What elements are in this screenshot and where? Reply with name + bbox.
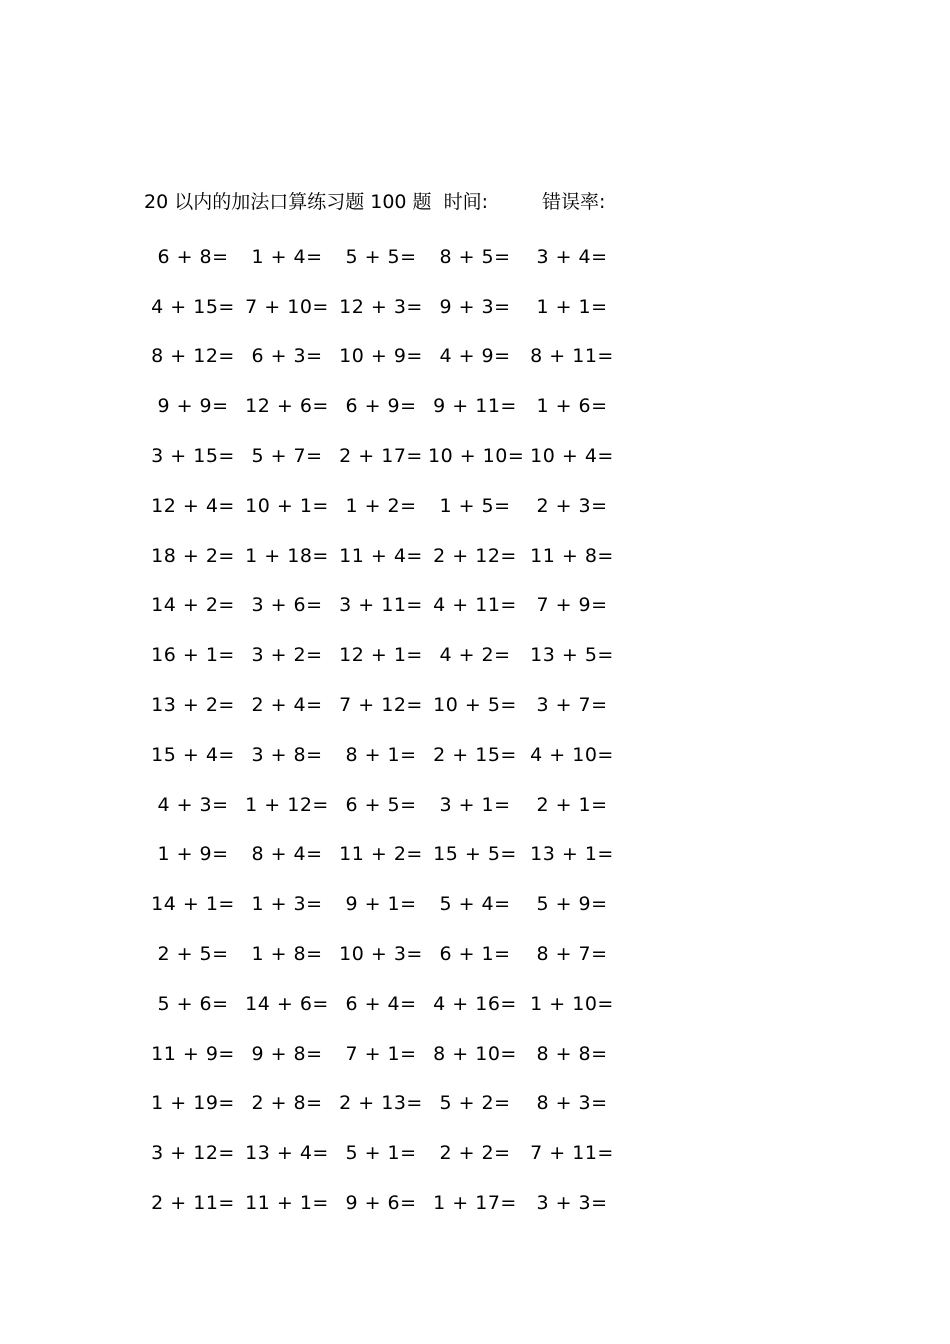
addition-problem: 1 + 1= [536, 295, 608, 318]
addition-problem: 1 + 2= [345, 494, 417, 517]
addition-problem: 1 + 18= [245, 544, 329, 567]
problem-row [146, 780, 646, 830]
addition-problem: 4 + 3= [157, 793, 229, 816]
addition-problem: 15 + 4= [151, 743, 235, 766]
addition-problem: 6 + 8= [157, 245, 229, 268]
worksheet-header [144, 186, 605, 214]
addition-problem: 1 + 5= [439, 494, 511, 517]
addition-problem: 11 + 2= [339, 843, 423, 866]
addition-problem: 7 + 12= [339, 694, 423, 717]
addition-problem: 8 + 1= [345, 743, 417, 766]
addition-problem: 9 + 6= [345, 1192, 417, 1215]
addition-problem: 8 + 7= [536, 943, 608, 966]
problem-row [146, 929, 646, 979]
addition-problem: 2 + 11= [151, 1192, 235, 1215]
addition-problem: 12 + 4= [151, 494, 235, 517]
addition-problem: 11 + 9= [151, 1042, 235, 1065]
addition-problem: 9 + 3= [439, 295, 511, 318]
addition-problem: 1 + 6= [536, 395, 608, 418]
addition-problem: 10 + 5= [433, 694, 517, 717]
addition-problem: 8 + 5= [439, 245, 511, 268]
addition-problem: 4 + 10= [530, 743, 614, 766]
addition-problem: 1 + 19= [151, 1092, 235, 1115]
addition-problem: 4 + 16= [433, 992, 517, 1015]
problem-row [146, 481, 646, 531]
problem-row [146, 381, 646, 431]
addition-problem: 4 + 9= [439, 345, 511, 368]
addition-problem: 14 + 2= [151, 594, 235, 617]
time-label: 时间: [443, 190, 488, 213]
addition-problem: 12 + 6= [245, 395, 329, 418]
addition-problem: 1 + 8= [251, 943, 323, 966]
addition-problem: 7 + 11= [530, 1142, 614, 1165]
addition-problem: 4 + 2= [439, 644, 511, 667]
addition-problem: 15 + 5= [433, 843, 517, 866]
addition-problem: 3 + 2= [251, 644, 323, 667]
addition-problem: 11 + 8= [530, 544, 614, 567]
addition-problem: 8 + 4= [251, 843, 323, 866]
error-rate-label: 错误率: [541, 190, 606, 213]
problem-row [146, 879, 646, 929]
addition-problem: 2 + 5= [157, 943, 229, 966]
problem-row [146, 680, 646, 730]
addition-problem: 13 + 5= [530, 644, 614, 667]
addition-problem: 16 + 1= [151, 644, 235, 667]
addition-problem: 5 + 7= [251, 445, 323, 468]
addition-problem: 2 + 15= [433, 743, 517, 766]
addition-problem: 3 + 4= [536, 245, 608, 268]
addition-problem: 14 + 1= [151, 893, 235, 916]
addition-problem: 2 + 4= [251, 694, 323, 717]
addition-problem: 9 + 9= [157, 395, 229, 418]
addition-problem: 1 + 17= [433, 1192, 517, 1215]
addition-problem: 3 + 8= [251, 743, 323, 766]
addition-problem: 3 + 15= [151, 445, 235, 468]
addition-problem: 8 + 8= [536, 1042, 608, 1065]
addition-problem: 5 + 5= [345, 245, 417, 268]
addition-problem: 3 + 6= [251, 594, 323, 617]
addition-problem: 10 + 10= [428, 445, 525, 468]
addition-problem: 2 + 13= [339, 1092, 423, 1115]
addition-problem: 6 + 3= [251, 345, 323, 368]
addition-problem: 3 + 1= [439, 793, 511, 816]
problem-row [146, 1029, 646, 1079]
addition-problem: 5 + 1= [345, 1142, 417, 1165]
addition-problem: 9 + 1= [345, 893, 417, 916]
addition-problem: 2 + 1= [536, 793, 608, 816]
addition-problem: 14 + 6= [245, 992, 329, 1015]
addition-problem: 11 + 4= [339, 544, 423, 567]
addition-problem: 1 + 12= [245, 793, 329, 816]
addition-problem: 2 + 12= [433, 544, 517, 567]
problem-row [146, 730, 646, 780]
problem-row [146, 630, 646, 680]
addition-problem: 8 + 12= [151, 345, 235, 368]
addition-problem: 13 + 4= [245, 1142, 329, 1165]
addition-problem: 1 + 9= [157, 843, 229, 866]
addition-problem: 5 + 2= [439, 1092, 511, 1115]
problem-row [146, 1178, 646, 1228]
addition-problem: 8 + 11= [530, 345, 614, 368]
addition-problem: 9 + 11= [433, 395, 517, 418]
addition-problem: 6 + 1= [439, 943, 511, 966]
problem-row [146, 979, 646, 1029]
addition-problem: 8 + 10= [433, 1042, 517, 1065]
addition-problem: 2 + 8= [251, 1092, 323, 1115]
addition-problem: 4 + 15= [151, 295, 235, 318]
addition-problem: 3 + 7= [536, 694, 608, 717]
problem-row [146, 830, 646, 880]
addition-problem: 2 + 17= [339, 445, 423, 468]
addition-problem: 3 + 12= [151, 1142, 235, 1165]
addition-problem: 5 + 6= [157, 992, 229, 1015]
addition-problem: 18 + 2= [151, 544, 235, 567]
addition-problem: 1 + 4= [251, 245, 323, 268]
addition-problem: 13 + 2= [151, 694, 235, 717]
addition-problem: 13 + 1= [530, 843, 614, 866]
problem-row [146, 1079, 646, 1129]
worksheet-title: 20 以内的加法口算练习题 100 题 [144, 190, 432, 213]
addition-problem: 5 + 4= [439, 893, 511, 916]
addition-problem: 11 + 1= [245, 1192, 329, 1215]
problem-row [146, 1128, 646, 1178]
problem-row [146, 531, 646, 581]
addition-problem: 7 + 9= [536, 594, 608, 617]
problem-row [146, 332, 646, 382]
addition-problem: 12 + 3= [339, 295, 423, 318]
addition-problem: 9 + 8= [251, 1042, 323, 1065]
problem-row [146, 581, 646, 631]
addition-problem: 10 + 9= [339, 345, 423, 368]
addition-problem: 6 + 9= [345, 395, 417, 418]
addition-problem: 2 + 3= [536, 494, 608, 517]
addition-problem: 6 + 4= [345, 992, 417, 1015]
addition-problem: 3 + 11= [339, 594, 423, 617]
problem-grid [146, 232, 646, 1228]
addition-problem: 4 + 11= [433, 594, 517, 617]
problem-row [146, 431, 646, 481]
problem-row [146, 282, 646, 332]
addition-problem: 7 + 1= [345, 1042, 417, 1065]
addition-problem: 6 + 5= [345, 793, 417, 816]
addition-problem: 2 + 2= [439, 1142, 511, 1165]
addition-problem: 10 + 3= [339, 943, 423, 966]
addition-problem: 3 + 3= [536, 1192, 608, 1215]
addition-problem: 7 + 10= [245, 295, 329, 318]
addition-problem: 8 + 3= [536, 1092, 608, 1115]
problem-row [146, 232, 646, 282]
addition-problem: 5 + 9= [536, 893, 608, 916]
addition-problem: 1 + 10= [530, 992, 614, 1015]
addition-problem: 1 + 3= [251, 893, 323, 916]
addition-problem: 12 + 1= [339, 644, 423, 667]
addition-problem: 10 + 1= [245, 494, 329, 517]
addition-problem: 10 + 4= [530, 445, 614, 468]
